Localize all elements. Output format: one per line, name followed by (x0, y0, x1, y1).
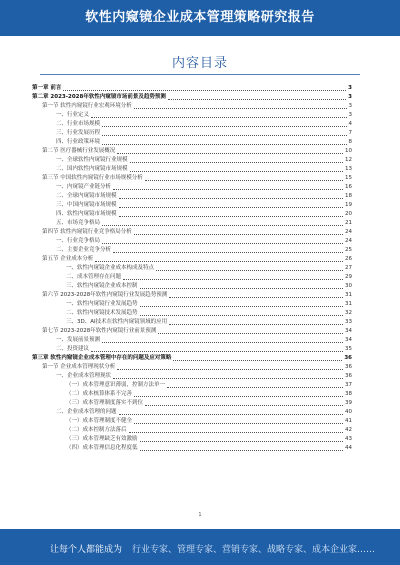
toc-entry-page: 38 (345, 391, 352, 397)
toc-entry-label: （四）成本管理信息化程度低 (66, 445, 138, 451)
toc-entry-label: 一、软性内窥镜企业成本构成及特点 (66, 265, 155, 271)
toc-dot-leader (134, 108, 347, 109)
toc-entry[interactable] (32, 246, 352, 255)
toc-entry-label: （三）成本管理缺乏有效激励 (66, 436, 138, 442)
toc-entry[interactable] (32, 345, 352, 354)
toc-entry[interactable] (32, 318, 352, 327)
toc-entry[interactable] (32, 417, 352, 426)
toc-entry-page: 36 (345, 364, 352, 370)
toc-entry-label: 第二节 医疗器械行业发展概况 (42, 148, 116, 154)
toc-entry[interactable] (32, 327, 352, 336)
toc-dot-leader (158, 333, 343, 334)
toc-dot-leader (140, 288, 343, 289)
toc-entry-page: 37 (345, 382, 352, 388)
toc-entry-label: 一、发展前景预测 (56, 337, 101, 343)
toc-entry[interactable] (32, 120, 352, 129)
toc-entry-page: 19 (345, 202, 352, 208)
toc-entry-label: 三、3D、AI技术在软性内窥镜领域的应用 (66, 319, 168, 325)
toc-entry-label: （一）成本管理制度不健全 (66, 418, 133, 424)
toc-entry[interactable] (32, 435, 352, 444)
report-title: 软性内窥镜企业成本管理策略研究报告 (85, 10, 315, 25)
toc-entry[interactable] (32, 174, 352, 183)
toc-entry-label: 第六节 2023-2028年软性内窥镜行业发展趋势预测 (42, 292, 168, 298)
toc-entry-label: 二、主要企业竞争分析 (56, 247, 112, 253)
toc-dot-leader (102, 225, 343, 226)
toc-dot-leader (134, 234, 343, 235)
toc-entry-page: 34 (345, 328, 352, 334)
toc-entry[interactable] (32, 219, 352, 228)
toc-dot-leader (117, 153, 343, 154)
toc-entry-page: 10 (345, 148, 352, 154)
toc-entry-label: 二、企业成本管理的问题 (56, 409, 117, 415)
toc-dot-leader (130, 171, 343, 172)
toc-dot-leader (63, 90, 346, 91)
toc-entry[interactable] (32, 273, 352, 282)
toc-entry-page: 7 (348, 130, 352, 136)
toc-dot-leader (123, 279, 343, 280)
toc-dot-leader (140, 315, 343, 316)
toc-entry-page: 3 (348, 85, 352, 91)
toc-entry-label: 二、全球内窥镜市场规模 (56, 193, 117, 199)
toc-entry-page: 31 (345, 292, 352, 298)
toc-entry-page: 40 (345, 409, 352, 415)
toc-dot-leader (113, 252, 343, 253)
toc-entry-label: 三、中国内窥镜市场规模 (56, 202, 117, 208)
toc-dot-leader (113, 189, 343, 190)
toc-entry-page: 36 (344, 355, 352, 361)
toc-dot-leader (119, 216, 343, 217)
toc-entry-label: 第三节 中国软性内窥镜行业市场规模分析 (42, 175, 143, 181)
toc-entry-page: 27 (345, 265, 352, 271)
toc-entry[interactable] (32, 111, 352, 120)
page-number: 1 (198, 512, 202, 518)
toc-dot-leader (95, 261, 343, 262)
toc-entry[interactable] (32, 444, 352, 453)
toc-entry-page: 3 (348, 103, 352, 109)
toc-entry-label: 一、软性内窥镜行业发展趋势 (66, 301, 138, 307)
toc-entry-label: 四、行业政策环境 (56, 139, 101, 145)
toc-entry[interactable] (32, 129, 352, 138)
toc-entry-label: 第五节 企业成本分析 (42, 256, 94, 262)
toc-entry-page: 34 (345, 337, 352, 343)
toc-entry-page: 13 (345, 166, 352, 172)
toc-entry[interactable] (32, 282, 352, 291)
toc-title-divider (40, 74, 360, 75)
toc-entry-label: 第一节 企业成本管理现状分析 (42, 364, 116, 370)
toc-entry-label: （三）成本管理制度落实不到位 (66, 400, 144, 406)
toc-entry-label: 三、行业发展历程 (56, 130, 101, 136)
toc-entry-label: 三、软性内窥镜企业成本控制 (66, 283, 138, 289)
toc-entry[interactable] (32, 93, 352, 102)
toc-entry[interactable] (32, 300, 352, 309)
toc-dot-leader (102, 342, 343, 343)
footer-banner (0, 529, 400, 565)
toc-dot-leader (140, 441, 343, 442)
toc-entry-page: 21 (345, 220, 352, 226)
toc-entry-label: 四、软性内窥镜市场规模 (56, 211, 117, 217)
toc-title: 内容目录 (171, 56, 228, 71)
toc-entry-page: 24 (345, 238, 352, 244)
toc-entry-label: 第四节 软性内窥镜行业竞争格局分析 (42, 229, 132, 235)
toc-entry[interactable] (32, 408, 352, 417)
toc-dot-leader (119, 414, 343, 415)
toc-dot-leader (113, 378, 343, 379)
toc-entry-label: 一、行业竞争格局 (56, 238, 101, 244)
toc-entry[interactable] (32, 309, 352, 318)
toc-entry-label: 一、行业定义 (56, 112, 90, 118)
toc-dot-leader (169, 297, 343, 298)
toc-entry[interactable] (32, 255, 352, 264)
toc-dot-leader (156, 270, 343, 271)
toc-entry[interactable] (32, 147, 352, 156)
toc-entry[interactable] (32, 84, 352, 93)
toc-entry[interactable] (32, 372, 352, 381)
toc-entry-page: 3 (348, 112, 352, 118)
toc-dot-leader (134, 423, 343, 424)
toc-entry-label: 二、国内软性内窥镜市场规模 (56, 166, 128, 172)
toc-entry-label: 第三章 软性内窥镜企业成本管理中存在的问题及应对策略 (32, 355, 172, 361)
toc-entry-label: 二、软性内窥镜技术发展趋势 (66, 310, 138, 316)
toc-entry-label: 第一章 前言 (32, 85, 62, 91)
toc-entry[interactable] (32, 102, 352, 111)
toc-entry[interactable] (32, 183, 352, 192)
toc-entry-page: 31 (345, 301, 352, 307)
toc-entry-page: 3 (348, 94, 352, 100)
toc-entry-label: 一、全球软性内窥镜行业规模 (56, 157, 128, 163)
toc-dot-leader (91, 117, 346, 118)
toc-dot-leader (102, 144, 346, 145)
toc-entry[interactable] (32, 399, 352, 408)
toc-dot-leader (173, 360, 342, 361)
toc-entry[interactable] (32, 426, 352, 435)
toc-entry-label: 二、投资建议 (56, 346, 90, 352)
toc-entry[interactable] (32, 201, 352, 210)
toc-entry-label: （二）成本核算体系不完善 (66, 391, 133, 397)
table-of-contents (32, 84, 352, 453)
toc-dot-leader (140, 306, 343, 307)
toc-entry[interactable] (32, 210, 352, 219)
toc-entry[interactable] (32, 228, 352, 237)
toc-entry[interactable] (32, 336, 352, 345)
toc-dot-leader (102, 243, 343, 244)
toc-entry[interactable] (32, 363, 352, 372)
toc-entry[interactable] (32, 165, 352, 174)
toc-entry-label: （二）成本控制方法落后 (66, 427, 127, 433)
toc-entry[interactable] (32, 354, 352, 363)
toc-entry[interactable] (32, 237, 352, 246)
toc-dot-leader (169, 324, 343, 325)
toc-dot-leader (168, 99, 346, 100)
toc-entry[interactable] (32, 138, 352, 147)
toc-entry-page: 36 (345, 373, 352, 379)
toc-entry-page: 43 (345, 436, 352, 442)
toc-entry-page: 32 (345, 310, 352, 316)
toc-dot-leader (145, 405, 343, 406)
toc-entry[interactable] (32, 156, 352, 165)
toc-entry[interactable] (32, 390, 352, 399)
toc-entry[interactable] (32, 192, 352, 201)
toc-dot-leader (130, 162, 343, 163)
toc-entry-label: 五、市场竞争格局 (56, 220, 101, 226)
toc-dot-leader (129, 432, 343, 433)
toc-entry[interactable] (32, 381, 352, 390)
toc-entry-label: 二、成本管理存在问题 (66, 274, 122, 280)
toc-dot-leader (167, 387, 343, 388)
toc-dot-leader (145, 180, 343, 181)
toc-dot-leader (140, 450, 343, 451)
toc-entry-page: 18 (345, 193, 352, 199)
toc-entry[interactable] (32, 264, 352, 273)
toc-entry-label: 一、内窥镜产业链分析 (56, 184, 112, 190)
footer-slogan: 让每个人都能成为 (50, 545, 123, 555)
toc-entry-label: 一、企业成本管理现状 (56, 373, 112, 379)
toc-entry-page: 4 (348, 121, 352, 127)
toc-entry-page: 24 (345, 229, 352, 235)
toc-entry[interactable] (32, 291, 352, 300)
report-header (0, 0, 400, 36)
toc-dot-leader (119, 207, 343, 208)
toc-dot-leader (102, 135, 346, 136)
footer-tagline: 行业专家、管理专家、营销专家、战略专家、成本企业家…… (132, 545, 376, 555)
toc-entry-page: 25 (345, 247, 352, 253)
toc-dot-leader (117, 369, 343, 370)
toc-entry-label: 第二章 2023-2028年软性内窥镜市场前景及趋势预测 (32, 94, 166, 100)
toc-entry-page: 33 (345, 319, 352, 325)
toc-entry-page: 12 (345, 157, 352, 163)
toc-dot-leader (134, 396, 343, 397)
toc-entry-page: 35 (345, 346, 352, 352)
toc-entry-label: 二、行业市场规模 (56, 121, 101, 127)
toc-entry-page: 42 (345, 427, 352, 433)
toc-entry-label: 第一节 软性内窥镜行业宏观环境分析 (42, 103, 132, 109)
toc-entry-page: 29 (345, 274, 352, 280)
toc-entry-page: 44 (345, 445, 352, 451)
toc-dot-leader (91, 351, 343, 352)
toc-entry-page: 8 (348, 139, 352, 145)
toc-entry-page: 26 (345, 256, 352, 262)
toc-entry-label: （一）成本管理意识薄弱，控制方法单一 (66, 382, 166, 388)
toc-entry-page: 15 (345, 175, 352, 181)
toc-entry-page: 30 (345, 283, 352, 289)
toc-entry-page: 20 (345, 211, 352, 217)
toc-entry-label: 第七节 2023-2028年软性内窥镜行业前景预测 (42, 328, 157, 334)
toc-dot-leader (102, 126, 346, 127)
toc-entry-page: 39 (345, 400, 352, 406)
toc-entry-page: 41 (345, 418, 352, 424)
toc-entry-page: 16 (345, 184, 352, 190)
toc-dot-leader (119, 198, 343, 199)
